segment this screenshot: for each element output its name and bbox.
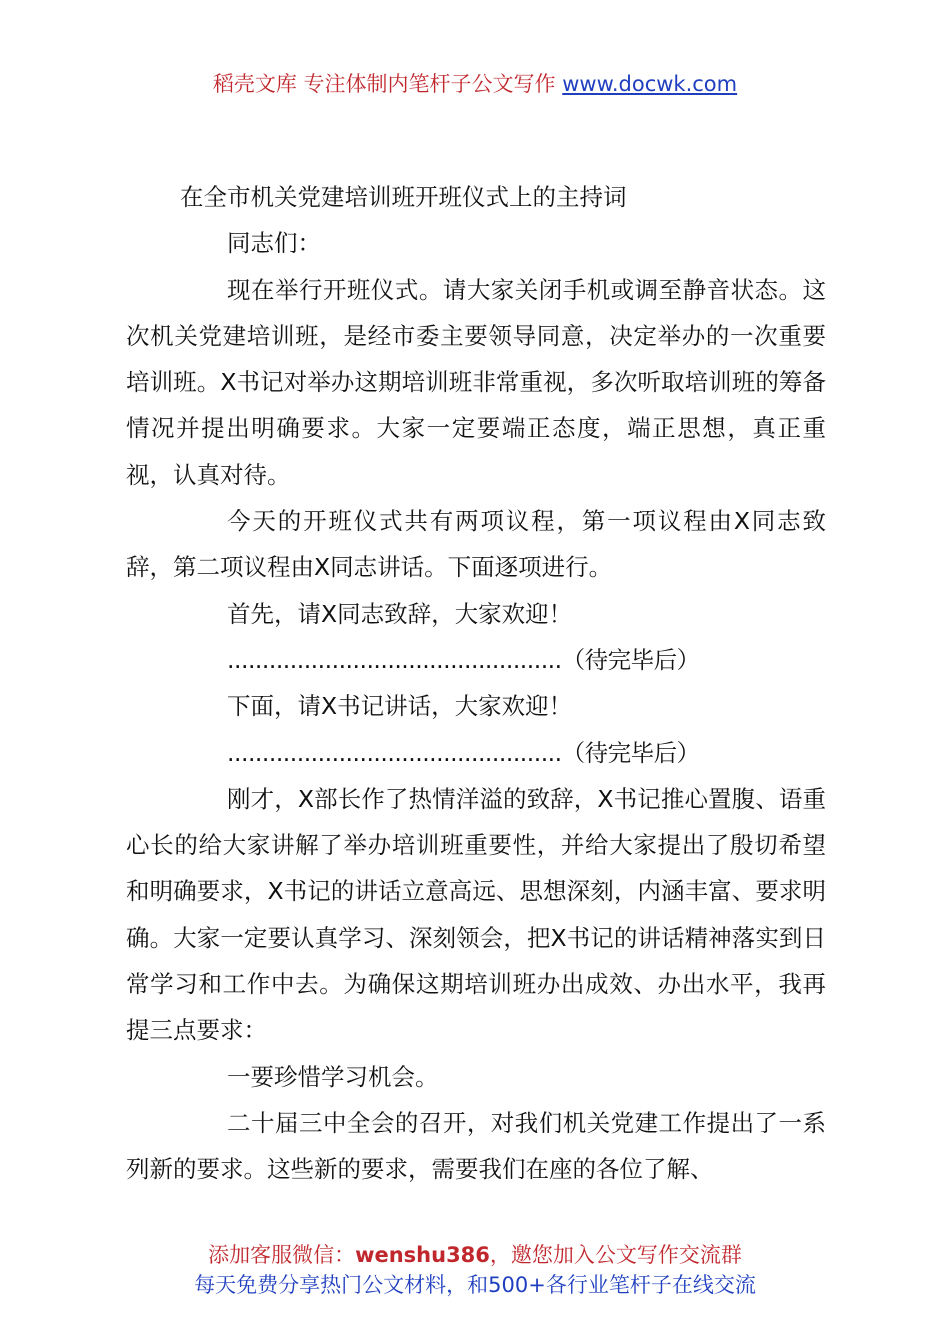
wechat-id: wenshu386 <box>355 1243 490 1267</box>
brand-text: 稻壳文库 专注体制内笔杆子公文写作 <box>212 72 556 96</box>
paragraph-body: 二十届三中全会的召开，对我们机关党建工作提出了一系列新的要求。这些新的要求，需要我们在座的各位了解、 <box>126 1108 826 1184</box>
paragraph-agenda: 今天的开班仪式共有两项议程，第一项议程由X同志致辞，第二项议程由X同志讲话。下面逐项进行。 <box>126 507 826 582</box>
paragraph-wait-1: ................................................（待完毕后） <box>227 645 700 674</box>
footer-prefix: 添加客服微信： <box>208 1243 356 1267</box>
footer-wechat-line <box>0 1240 950 1270</box>
paragraph-second-item: 下面，请X书记讲话，大家欢迎！ <box>227 692 573 721</box>
paragraph-wait-2: ................................................（待完毕后） <box>227 738 700 767</box>
document-title: 在全市机关党建培训班开班仪式上的主持词 <box>180 183 627 211</box>
page-footer <box>0 1240 950 1300</box>
paragraph-first-item: 首先，请X同志致辞，大家欢迎！ <box>227 599 573 628</box>
paragraph-requirement-1: 一要珍惜学习机会。 <box>227 1062 439 1091</box>
document-body <box>126 174 826 1193</box>
paragraph-opening: 现在举行开班仪式。请大家关闭手机或调至静音状态。这次机关党建培训班，是经市委主要领导同意，决定举办的一次重要培训班。X书记对举办这期培训班非常重视，多次听取培训班的筹备情况并提出明确要求。大家一定要端正态度，端正思想，真正重视，认真对待。 <box>126 275 826 489</box>
paragraph-summary: 刚才，X部长作了热情洋溢的致辞，X书记推心置腹、语重心长的给大家讲解了举办培训班重要性，并给大家提出了殷切希望和明确要求，X书记的讲话立意高远、思想深刻，内涵丰富、要求明确。大家一定要认真学习、深刻领会，把X书记的讲话精神落实到日常学习和工作中去。为确保这期培训班办出成效、办出水平，我再提三点要求： <box>126 784 826 1045</box>
page-header <box>0 68 950 100</box>
footer-share-line: 每天免费分享热门公文材料，和500+各行业笔杆子在线交流 <box>194 1273 756 1297</box>
site-link[interactable]: www.docwk.com <box>562 72 738 96</box>
footer-suffix: ，邀您加入公文写作交流群 <box>489 1243 742 1267</box>
salutation: 同志们： <box>227 229 322 258</box>
